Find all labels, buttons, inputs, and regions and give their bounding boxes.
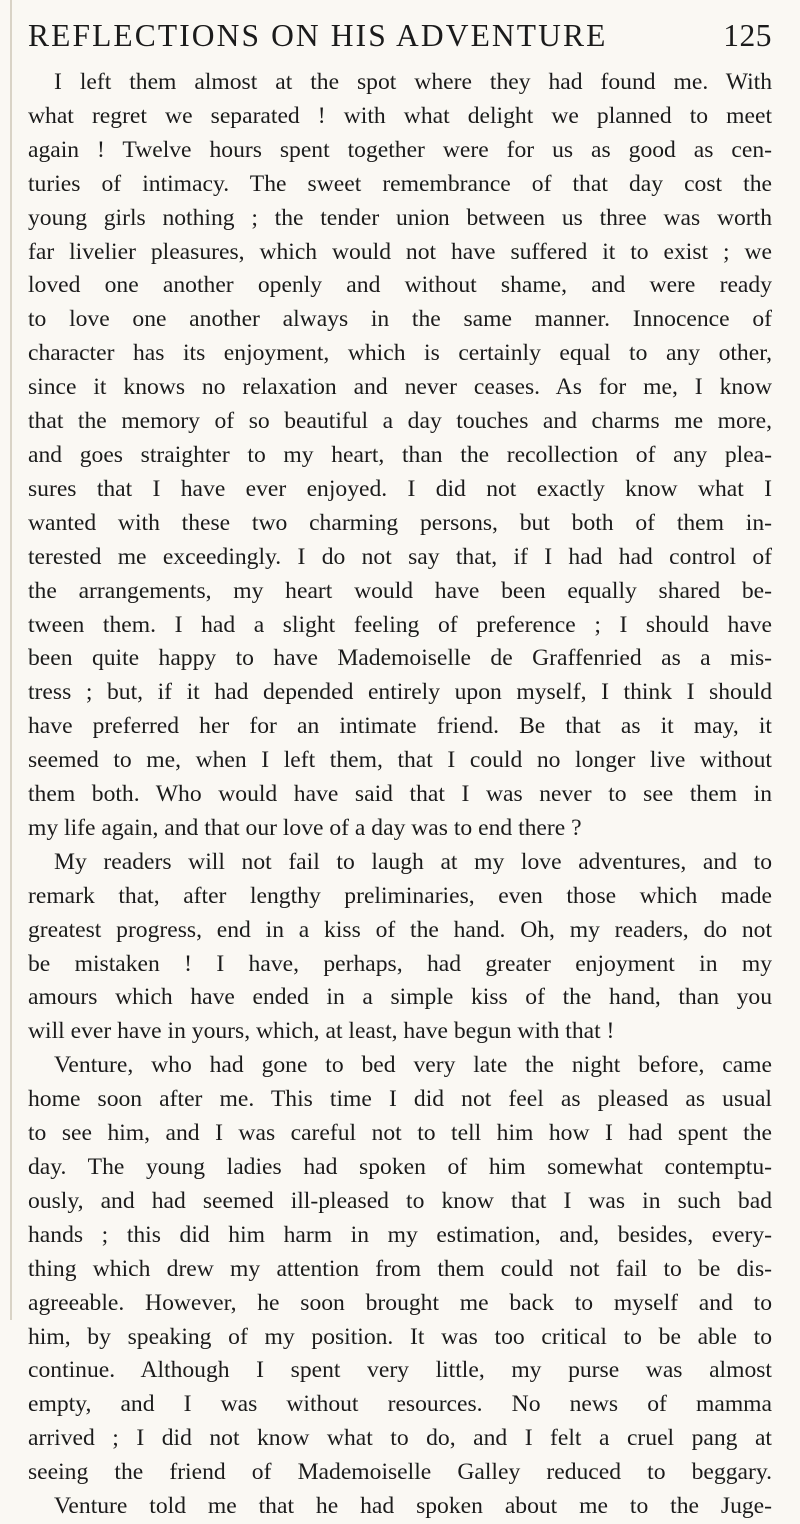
page-edge [10, 0, 12, 1320]
text-line: terested me exceedingly. I do not say that, if I had had control of [28, 543, 772, 570]
text-line: since it knows no relaxation and never ceases. As for me, I know [28, 374, 772, 401]
text-line: will ever have in yours, which, at least, have begun with that ! [28, 1018, 615, 1045]
text-line: far livelier pleasures, which would not have suffered it to exist ; we [28, 238, 772, 265]
text-line: my life again, and that our love of a day was to end there ? [28, 814, 582, 841]
text-line: to love one another always in the same manner. Innocence of [28, 306, 772, 333]
text-line: wanted with these two charming persons, but both of them in- [28, 509, 772, 536]
text-line: I left them almost at the spot where they had found me. With [54, 69, 772, 95]
running-header [28, 18, 772, 54]
text-line: ously, and had seemed ill-pleased to know that I was in such bad [28, 1187, 772, 1214]
text-line: character has its enjoyment, which is certainly equal to any other, [28, 340, 772, 367]
text-line: hands ; this did him harm in my estimation, and, besides, every- [28, 1221, 772, 1248]
text-line: greatest progress, end in a kiss of the hand. Oh, my readers, do not [28, 916, 772, 943]
text-line: him, by speaking of my position. It was too critical to be able to [28, 1323, 772, 1350]
text-line: what regret we separated ! with what delight we planned to meet [28, 102, 772, 129]
text-line: arrived ; I did not know what to do, and I felt a cruel pang at [28, 1425, 772, 1452]
text-line: be mistaken ! I have, perhaps, had greater enjoyment in my [28, 950, 772, 977]
text-line: empty, and I was without resources. No news of mamma [28, 1391, 772, 1418]
text-line: them both. Who would have said that I was never to see them in [28, 781, 772, 808]
text-line: young girls nothing ; the tender union between us three was worth [28, 204, 772, 231]
text-line: been quite happy to have Mademoiselle de Graffenried as a mis- [28, 645, 772, 672]
text-line: to see him, and I was careful not to tell him how I had spent the [28, 1120, 772, 1147]
text-line: have preferred her for an intimate friend. Be that as it may, it [28, 713, 772, 740]
text-line: turies of intimacy. The sweet remembrance of that day cost the [28, 170, 772, 197]
text-line: seeing the friend of Mademoiselle Galley reduced to beggary. [28, 1459, 772, 1486]
page-number: 125 [723, 18, 772, 53]
text-line: day. The young ladies had spoken of him somewhat contemptu- [28, 1154, 772, 1180]
text-line: loved one another openly and without shame, and were ready [28, 272, 772, 299]
text-line: Venture, who had gone to bed very late the night before, came [54, 1052, 772, 1079]
text-line: the arrangements, my heart would have been equally shared be- [28, 577, 772, 604]
body-text [28, 66, 772, 1524]
running-title: REFLECTIONS ON HIS ADVENTURE [28, 18, 608, 53]
text-line: again ! Twelve hours spent together were for us as good as cen- [28, 136, 772, 163]
text-line: tress ; but, if it had depended entirely upon myself, I think I should [28, 679, 772, 706]
text-line: continue. Although I spent very little, my purse was almost [28, 1357, 772, 1384]
text-line: seemed to me, when I left them, that I could no longer live without [28, 747, 772, 774]
text-line: tween them. I had a slight feeling of preference ; I should have [28, 611, 772, 638]
text-line: remark that, after lengthy preliminaries, even those which made [28, 882, 772, 909]
text-line: sures that I have ever enjoyed. I did not exactly know what I [28, 475, 772, 502]
text-line: that the memory of so beautiful a day touches and charms me more, [28, 408, 772, 435]
text-line: agreeable. However, he soon brought me back to myself and to [28, 1289, 772, 1316]
text-line: My readers will not fail to laugh at my love adventures, and to [54, 848, 772, 875]
text-line: Venture told me that he had spoken about me to the Juge- [54, 1493, 772, 1520]
text-line: thing which drew my attention from them could not fail to be dis- [28, 1255, 772, 1282]
text-line: and goes straighter to my heart, than the recollection of any plea- [28, 441, 772, 468]
text-line: home soon after me. This time I did not feel as pleased as usual [28, 1086, 772, 1113]
text-line: amours which have ended in a simple kiss of the hand, than you [28, 984, 772, 1011]
